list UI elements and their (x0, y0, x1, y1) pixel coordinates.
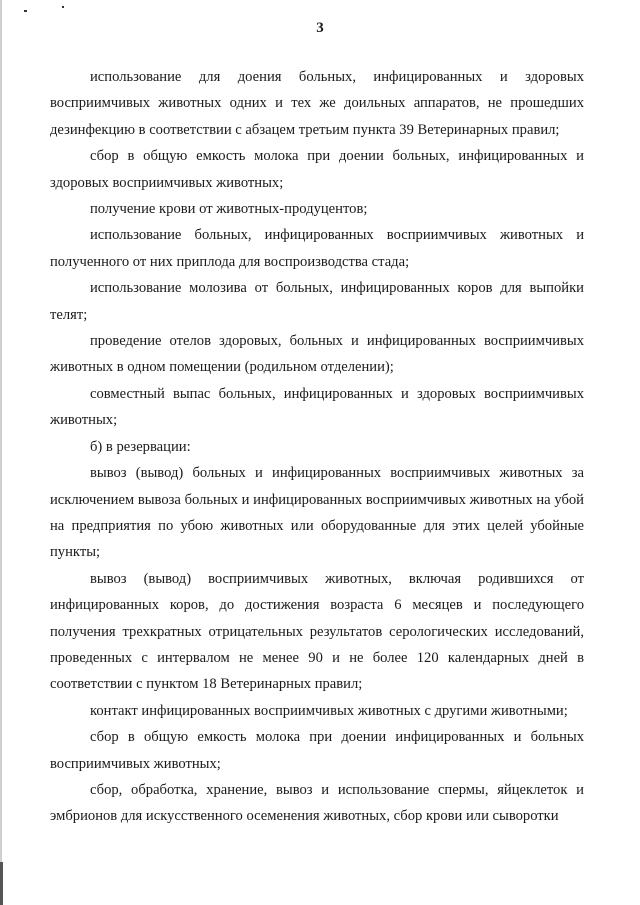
scan-speck (24, 10, 27, 12)
paragraph: использование для доения больных, инфицированных и здоровых восприимчивых животных одних и тех же доильных аппаратов, не прошедших дезинфекцию в соответствии с абзацем третьим пункта 39 Ветеринарных правил; (50, 69, 584, 138)
scan-left-edge (0, 0, 2, 905)
paragraph: сбор в общую емкость молока при доении инфицированных и больных восприимчивых животных; (50, 729, 584, 772)
scan-left-edge-dark (0, 862, 3, 905)
paragraph: сбор в общую емкость молока при доении больных, инфицированных и здоровых восприимчивых животных; (50, 148, 584, 191)
scan-speck (62, 6, 64, 8)
section-heading: б) в резервации: (90, 438, 191, 455)
paragraph: получение крови от животных-продуцентов; (90, 201, 368, 218)
page-number: 3 (316, 20, 324, 36)
paragraph: вывоз (вывод) больных и инфицированных восприимчивых животных за исключением вывоза больных и инфицированных восприимчивых животных на убой на предприятия по убою животных или оборудованные для этих целей убойные пункты; (50, 465, 584, 561)
paragraph: совместный выпас больных, инфицированных и здоровых восприимчивых животных; (50, 385, 584, 429)
paragraph: использование молозива от больных, инфицированных коров для выпойки телят; (50, 280, 584, 323)
paragraph: вывоз (вывод) восприимчивых животных, включая родившихся от инфицированных коров, до достижения возраста 6 месяцев и последующего получения трехкратных отрицательных результатов серологических исследований, проведенных с интервалом не менее 90 и не более 120 календарных дней в соответствии с пунктом 18 Ветеринарных правил; (50, 570, 584, 693)
paragraph: контакт инфицированных восприимчивых животных с другими животными; (90, 702, 568, 719)
paragraph: проведение отелов здоровых, больных и инфицированных восприимчивых животных в одном помещении (родильном отделении); (50, 333, 584, 376)
paragraph: использование больных, инфицированных восприимчивых животных и полученного от них приплода для воспроизводства стада; (50, 227, 584, 270)
paragraph: сбор, обработка, хранение, вывоз и использование спермы, яйцеклеток и эмбрионов для искусственного осеменения животных, сбор крови или сыворотки (50, 781, 584, 825)
document-body (50, 64, 584, 830)
